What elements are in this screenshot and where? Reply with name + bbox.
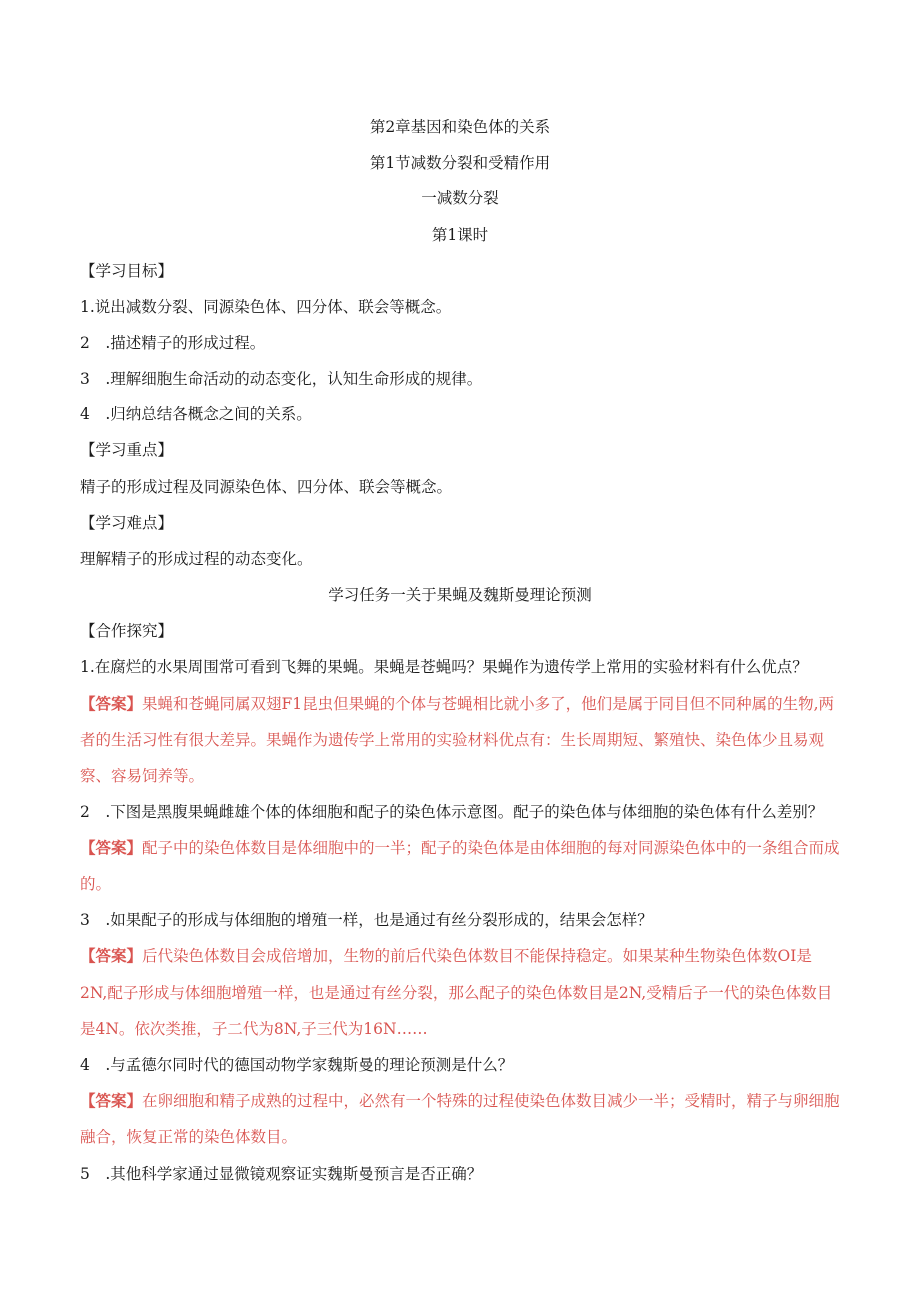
lesson-title: 第1课时 [431, 226, 489, 244]
answer-3-line: 2N,配子形成与体细胞增殖一样，也是通过有丝分裂，那么配子的染色体数目是2N,受精后子一代的染色体数目 [80, 984, 833, 1002]
answer-3-line: 是4N。依次类推，子二代为8N,子三代为16N…… [80, 1020, 428, 1038]
objective-item: 2 .描述精子的形成过程。 [80, 334, 266, 352]
question-2: 2 .下图是黑腹果蝇雌雄个体的体细胞和配子的染色体示意图。配子的染色体与体细胞的染色体有什么差别？ [80, 803, 824, 821]
question-4: 4 .与孟德尔同时代的德国动物学家魏斯曼的理论预测是什么？ [80, 1056, 514, 1074]
answer-1-line: 【答案】果蝇和苍蝇同属双翅F1昆虫但果蝇的个体与苍蝇相比就小多了，他们是属于同目但不同种属的生物,两 [80, 694, 835, 713]
key-points-label: 【学习重点】 [80, 441, 174, 459]
cooperative-inquiry-label: 【合作探究】 [80, 622, 174, 640]
objective-item: 4 .归纳总结各概念之间的关系。 [80, 405, 312, 423]
answer-2-line: 【答案】配子中的染色体数目是体细胞中的一半；配子的染色体是由体细胞的每对同源染色体中的一条组合而成 [80, 838, 840, 857]
answer-3-line: 【答案】后代染色体数目会成倍增加，生物的前后代染色体数目不能保持稳定。如果某种生物染色体数OI是 [80, 946, 812, 965]
key-points-text: 精子的形成过程及同源染色体、四分体、联会等概念。 [80, 478, 453, 496]
chapter-title: 第2章基因和染色体的关系 [369, 118, 551, 136]
answer-2-line: 的。 [80, 875, 112, 893]
answer-tag: 【答案】 [80, 694, 143, 713]
answer-4-line: 融合，恢复正常的染色体数目。 [80, 1128, 298, 1146]
answer-tag: 【答案】 [80, 946, 143, 965]
difficulties-label: 【学习难点】 [80, 514, 174, 532]
question-5: 5 .其他科学家通过显微镜观察证实魏斯曼预言是否正确？ [80, 1165, 483, 1183]
answer-tag: 【答案】 [80, 838, 143, 857]
answer-1-line: 者的生活习性有很大差异。果蝇作为遗传学上常用的实验材料优点有：生长周期短、繁殖快、染色体少且易观 [80, 731, 825, 749]
difficulties-text: 理解精子的形成过程的动态变化。 [80, 550, 313, 568]
answer-4-line: 【答案】在卵细胞和精子成熟的过程中，必然有一个特殊的过程使染色体数目减少一半；受精时，精子与卵细胞 [80, 1091, 840, 1110]
question-1: 1.在腐烂的水果周围常可看到飞舞的果蝇。果蝇是苍蝇吗？果蝇作为遗传学上常用的实验材料有什么优点？ [80, 658, 808, 676]
task-title: 学习任务一关于果蝇及魏斯曼理论预测 [328, 586, 592, 604]
subsection-title: 一减数分裂 [421, 189, 499, 207]
objective-item: 3 .理解细胞生命活动的动态变化，认知生命形成的规律。 [80, 370, 483, 388]
question-3: 3 .如果配子的形成与体细胞的增殖一样，也是通过有丝分裂形成的，结果会怎样？ [80, 911, 653, 929]
section-title: 第1节减数分裂和受精作用 [369, 154, 551, 172]
answer-tag: 【答案】 [80, 1091, 143, 1110]
answer-1-line: 察、容易饲养等。 [80, 767, 205, 785]
objective-item: 1.说出减数分裂、同源染色体、四分体、联会等概念。 [80, 298, 452, 316]
objectives-label: 【学习目标】 [80, 262, 174, 280]
